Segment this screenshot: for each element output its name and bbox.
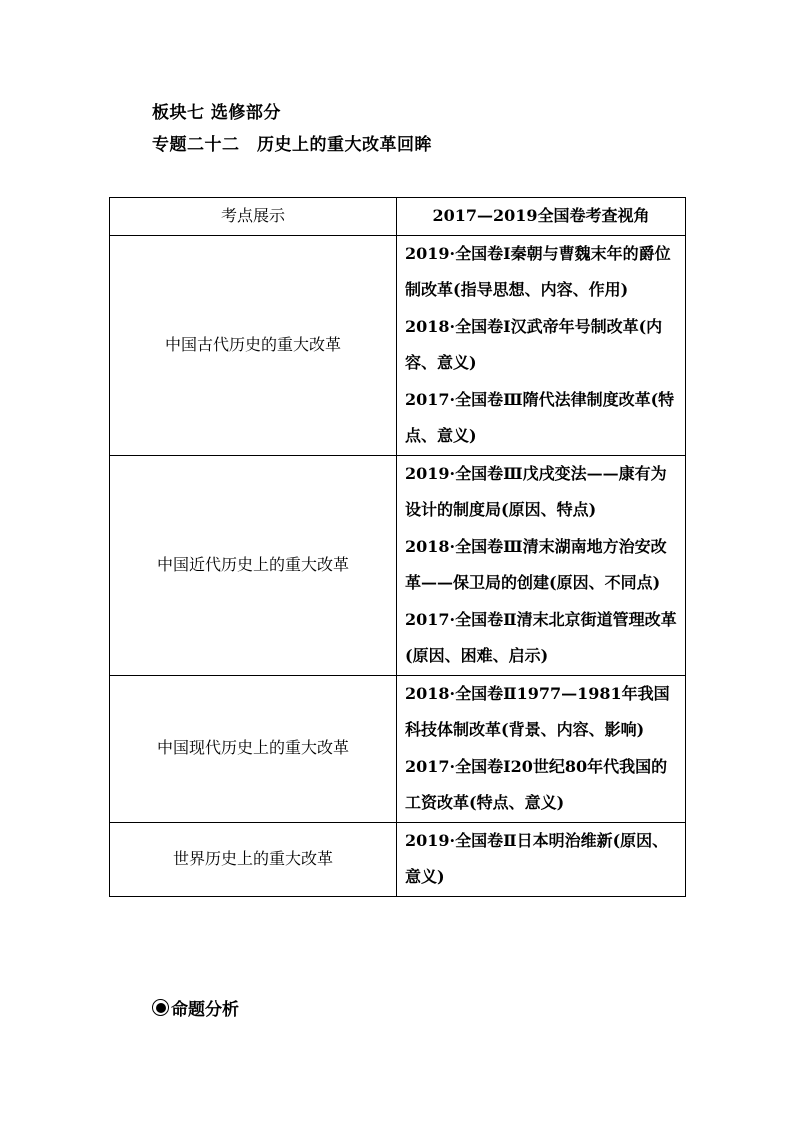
section-heading xyxy=(152,995,239,1020)
exam-entry: 2018·全国卷Ⅱ1977—1981年我国科技体制改革(背景、内容、影响) xyxy=(405,683,670,739)
items-cell xyxy=(397,675,686,822)
table-header-row xyxy=(110,198,686,236)
exam-entry: 2019·全国卷Ⅰ秦朝与曹魏末年的爵位制改革(指导思想、内容、作用) xyxy=(405,243,671,299)
exam-table xyxy=(109,197,686,897)
items-cell xyxy=(397,235,686,455)
column-header-topic: 考点展示 xyxy=(110,198,397,236)
bullet-circle-icon xyxy=(152,999,169,1016)
table-row xyxy=(110,235,686,455)
column-header-exam: 2017—2019全国卷考查视角 xyxy=(397,198,686,236)
exam-entry: 2018·全国卷Ⅰ汉武帝年号制改革(内容、意义) xyxy=(405,316,663,372)
exam-entry: 2018·全国卷Ⅲ清末湖南地方治安改革——保卫局的创建(原因、不同点) xyxy=(405,536,667,592)
topic-cell: 中国古代历史的重大改革 xyxy=(110,235,397,455)
exam-entry: 2017·全国卷Ⅰ20世纪80年代我国的工资改革(特点、意义) xyxy=(405,756,668,812)
topic-cell: 中国近代历史上的重大改革 xyxy=(110,455,397,675)
exam-entry: 2019·全国卷Ⅲ戊戌变法——康有为设计的制度局(原因、特点) xyxy=(405,463,667,519)
topic-cell: 世界历史上的重大改革 xyxy=(110,822,397,896)
table-row xyxy=(110,675,686,822)
table-row xyxy=(110,822,686,896)
items-cell xyxy=(397,822,686,896)
exam-entry: 2017·全国卷Ⅱ清末北京街道管理改革(原因、困难、启示) xyxy=(405,609,677,665)
table-row xyxy=(110,455,686,675)
exam-entry: 2017·全国卷Ⅲ隋代法律制度改革(特点、意义) xyxy=(405,389,675,445)
topic-cell: 中国现代历史上的重大改革 xyxy=(110,675,397,822)
exam-entry: 2019·全国卷Ⅱ日本明治维新(原因、意义) xyxy=(405,830,669,886)
section-label: 命题分析 xyxy=(171,1000,239,1020)
module-title: 板块七 选修部分 xyxy=(152,103,281,123)
topic-title: 专题二十二 历史上的重大改革回眸 xyxy=(152,135,432,155)
items-cell xyxy=(397,455,686,675)
